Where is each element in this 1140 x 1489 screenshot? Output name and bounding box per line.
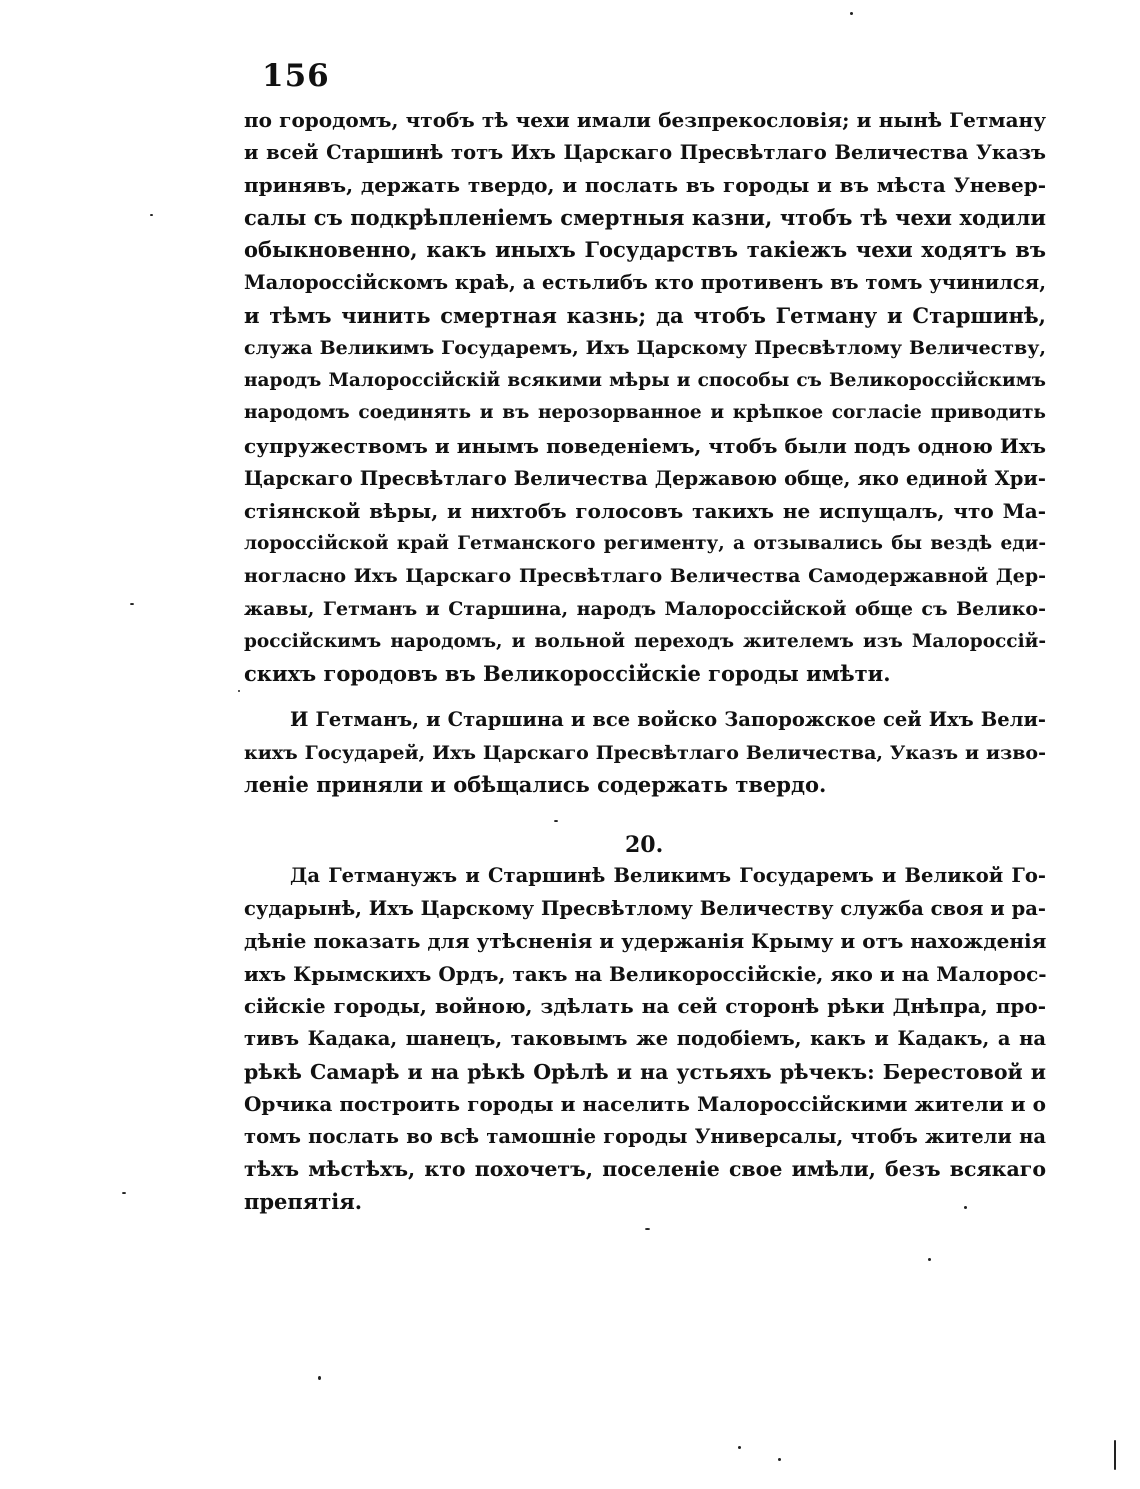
- text-line: леніе приняли и обѣщались содержать твердо.: [244, 772, 827, 798]
- scan-speck: [238, 690, 240, 692]
- text-line: и тѣмъ чинить смертная казнь; да чтобъ Гетману и Старшинѣ,: [244, 302, 1046, 328]
- text-line: сударынѣ, Ихъ Царскому Пресвѣтлому Величеству служба своя и ра-: [244, 896, 1046, 920]
- scan-speck: [130, 603, 134, 605]
- paragraph-1: [244, 104, 1046, 691]
- scan-speck: [318, 1376, 321, 1380]
- scan-speck: [150, 214, 153, 216]
- scan-speck: [554, 820, 558, 822]
- text-line: тѣхъ мѣстѣхъ, кто похочетъ, поселеніе свое имѣли, безъ всякаго: [244, 1157, 1046, 1182]
- text-line: Малороссійскомъ краѣ, а естьлибъ кто противенъ въ томъ учинился,: [244, 270, 1046, 294]
- text-line: рѣкѣ Самарѣ и на рѣкѣ Орѣлѣ и на устьяхъ рѣчекъ: Берестовой и: [244, 1059, 1046, 1084]
- text-line: салы съ подкрѣпленіемъ смертныя казни, чтобъ тѣ чехи ходили: [244, 204, 1046, 230]
- text-line: и всей Старшинѣ тотъ Ихъ Царскаго Пресвѣтлаго Величества Указъ: [244, 140, 1046, 164]
- text-line: Да Гетманужъ и Старшинѣ Великимъ Государемъ и Великой Го-: [290, 864, 1046, 887]
- text-line: ногласно Ихъ Царскаго Пресвѣтлаго Величества Самодержавной Дер-: [244, 565, 1046, 588]
- text-line: супружествомъ и инымъ поведеніемъ, чтобъ были подъ одною Ихъ: [244, 433, 1046, 458]
- text-line: стіянской вѣры, и нихтобъ голосовъ такихъ не испущалъ, что Ма-: [244, 499, 1046, 524]
- text-line: лороссійской край Гетманского регименту, а отзывались бы вездѣ еди-: [244, 532, 1046, 554]
- scan-speck: [645, 1228, 650, 1230]
- text-line: тивъ Кадака, шанецъ, таковымъ же подобіемъ, какъ и Кадакъ, а на: [244, 1026, 1046, 1050]
- text-line: Царскаго Пресвѣтлаго Величества Державою обще, яко единой Хри-: [244, 466, 1046, 490]
- text-line: И Гетманъ, и Старшина и все войско Запорожское сей Ихъ Вели-: [290, 708, 1046, 731]
- text-line: россійскимъ народомъ, и вольной переходъ жителемъ изъ Малороссій-: [244, 630, 1046, 652]
- text-line: дѣніе показать для утѣсненія и удержанія Крыму и отъ нахожденія: [244, 929, 1047, 954]
- scan-speck: [928, 1258, 931, 1261]
- section-number: 20.: [625, 832, 664, 858]
- scan-speck: [1114, 1440, 1116, 1470]
- text-line: Орчика построить городы и населить Малороссійскими жители и о: [244, 1092, 1046, 1117]
- text-line: народомъ соединять и въ нерозорванное и крѣпкое согласіе приводить: [244, 402, 1046, 424]
- text-line: обыкновенно, какъ иныхъ Государствъ такіежъ чехи ходятъ въ: [244, 237, 1046, 263]
- scan-speck: [738, 1446, 741, 1449]
- text-line: ихъ Крымскихъ Ордъ, такъ на Великороссійскіе, яко и на Малорос-: [244, 961, 1047, 986]
- text-line: кихъ Государей, Ихъ Царскаго Пресвѣтлаго Величества, Указъ и изво-: [244, 741, 1046, 764]
- paragraph-3: [244, 860, 1046, 1219]
- paragraph-2: [244, 704, 1046, 802]
- text-line: сійскіе городы, войною, здѣлать на сей сторонѣ рѣки Днѣпра, про-: [244, 994, 1046, 1019]
- page-number: 156: [262, 58, 330, 94]
- text-line: жавы, Гетманъ и Старшина, народъ Малороссійской обще съ Велико-: [244, 597, 1046, 620]
- text-line: препятія.: [244, 1188, 363, 1214]
- text-line: томъ послать во всѣ тамошніе городы Универсалы, чтобъ жители на: [244, 1124, 1046, 1148]
- text-line: служа Великимъ Государемъ, Ихъ Царскому Пресвѣтлому Величеству,: [244, 337, 1046, 360]
- scan-speck: [778, 1458, 781, 1461]
- text-line: скихъ городовъ въ Великороссійскіе городы имѣти.: [244, 661, 891, 687]
- text-line: народъ Малороссійскій всякими мѣры и способы съ Великороссійскимъ: [244, 369, 1046, 391]
- text-line: по городомъ, чтобъ тѣ чехи имали безпрекословія; и нынѣ Гетману: [244, 108, 1046, 132]
- scan-speck: [964, 1206, 967, 1209]
- scan-speck: [850, 12, 853, 15]
- text-line: принявъ, держать твердо, и послать въ городы и въ мѣста Уневер-: [244, 173, 1046, 198]
- scan-speck: [122, 1192, 126, 1194]
